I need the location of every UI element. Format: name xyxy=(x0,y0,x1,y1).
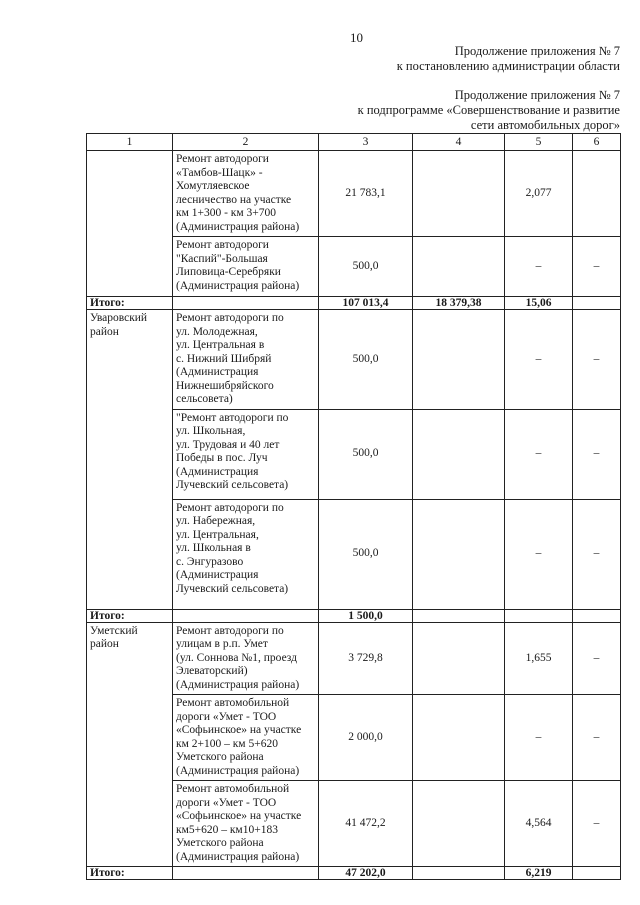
empty-cell xyxy=(413,151,505,237)
empty-cell xyxy=(413,695,505,781)
cost-value: 500,0 xyxy=(319,409,413,499)
total-label: Итого: xyxy=(87,867,173,880)
total-cost: 47 202,0 xyxy=(319,867,413,880)
cost-value: 500,0 xyxy=(319,237,413,297)
total-row xyxy=(87,867,621,880)
total-label: Итого: xyxy=(87,297,173,310)
empty-cell xyxy=(573,867,621,880)
dash-cell: – xyxy=(573,409,621,499)
header-line: к подпрограмме «Совершенствование и развитие xyxy=(357,103,620,117)
length-value: 1,655 xyxy=(505,622,573,695)
total-row xyxy=(87,297,621,310)
empty-cell xyxy=(413,609,505,622)
total-row xyxy=(87,609,621,622)
total-length: 15,06 xyxy=(505,297,573,310)
total-cost: 107 013,4 xyxy=(319,297,413,310)
empty-cell xyxy=(413,499,505,609)
empty-cell xyxy=(573,609,621,622)
cost-value: 500,0 xyxy=(319,499,413,609)
empty-cell xyxy=(413,310,505,410)
empty-cell xyxy=(573,297,621,310)
header-line: Продолжение приложения № 7 xyxy=(454,44,620,58)
dash-cell: – xyxy=(573,695,621,781)
district-name: Уметский район xyxy=(87,622,173,867)
object-description: Ремонт автодороги «Тамбов-Шацк» - Хомутляевское лесничество на участке км 1+300 - км 3+700 (Администрация района) xyxy=(173,151,319,237)
dash-cell: – xyxy=(573,781,621,867)
header-line: сети автомобильных дорог» xyxy=(470,118,620,132)
empty-cell xyxy=(413,237,505,297)
column-number: 2 xyxy=(173,134,319,151)
header-line: к постановлению администрации области xyxy=(396,59,620,73)
empty-cell xyxy=(413,867,505,880)
dash-cell: – xyxy=(573,237,621,297)
dash-cell: – xyxy=(573,310,621,410)
total-length: 6,219 xyxy=(505,867,573,880)
empty-cell xyxy=(413,622,505,695)
object-description: Ремонт автодороги "Каспий"-Большая Липовица-Серебряки (Администрация района) xyxy=(173,237,319,297)
column-number: 1 xyxy=(87,134,173,151)
object-description: Ремонт автодороги по ул. Набережная, ул. Центральная, ул. Школьная в с. Энгуразово (Администрация Лучевский сельсовета) xyxy=(173,499,319,609)
dash-cell: – xyxy=(573,499,621,609)
dash-cell: – xyxy=(505,499,573,609)
cost-value: 2 000,0 xyxy=(319,695,413,781)
empty-cell xyxy=(413,781,505,867)
column-number: 6 xyxy=(573,134,621,151)
road-repair-table xyxy=(86,133,621,880)
object-description: Ремонт автодороги по ул. Молодежная, ул. Центральная в с. Нижний Шибряй (Администрация Нижнешибряйского сельсовета) xyxy=(173,310,319,410)
cost-value: 21 783,1 xyxy=(319,151,413,237)
subprogram-continuation-header xyxy=(358,88,620,133)
empty-cell xyxy=(505,609,573,622)
dash-cell: – xyxy=(505,237,573,297)
total-value: 18 379,38 xyxy=(413,297,505,310)
length-value: 2,077 xyxy=(505,151,573,237)
header-line: Продолжение приложения № 7 xyxy=(454,88,620,102)
column-number: 3 xyxy=(319,134,413,151)
cost-value: 41 472,2 xyxy=(319,781,413,867)
dash-cell: – xyxy=(505,409,573,499)
total-cost: 1 500,0 xyxy=(319,609,413,622)
object-description: Ремонт автомобильной дороги «Умет - ТОО «Софьинское» на участке км5+620 – км10+183 Уметского района (Администрация района) xyxy=(173,781,319,867)
empty-cell xyxy=(413,409,505,499)
cost-value: 500,0 xyxy=(319,310,413,410)
empty-cell xyxy=(173,609,319,622)
object-description: Ремонт автодороги по улицам в р.п. Умет (ул. Соннова №1, проезд Элеваторский) (Администрация района) xyxy=(173,622,319,695)
column-number: 4 xyxy=(413,134,505,151)
table-row xyxy=(87,310,621,410)
page-number: 10 xyxy=(350,30,363,45)
dash-cell: – xyxy=(505,310,573,410)
district-name: Уваровский район xyxy=(87,310,173,610)
total-label: Итого: xyxy=(87,609,173,622)
empty-cell xyxy=(573,151,621,237)
empty-cell xyxy=(173,297,319,310)
appendix-continuation-header xyxy=(397,44,620,74)
object-description: "Ремонт автодороги по ул. Школьная, ул. Трудовая и 40 лет Победы в пос. Луч (Администрация Лучевский сельсовета) xyxy=(173,409,319,499)
table-row xyxy=(87,622,621,695)
district-cell xyxy=(87,151,173,297)
empty-cell xyxy=(173,867,319,880)
dash-cell: – xyxy=(505,695,573,781)
column-number: 5 xyxy=(505,134,573,151)
cost-value: 3 729,8 xyxy=(319,622,413,695)
length-value: 4,564 xyxy=(505,781,573,867)
object-description: Ремонт автомобильной дороги «Умет - ТОО «Софьинское» на участке км 2+100 – км 5+620 Уметского района (Администрация района) xyxy=(173,695,319,781)
table-row xyxy=(87,151,621,237)
column-number-row xyxy=(87,134,621,151)
dash-cell: – xyxy=(573,622,621,695)
